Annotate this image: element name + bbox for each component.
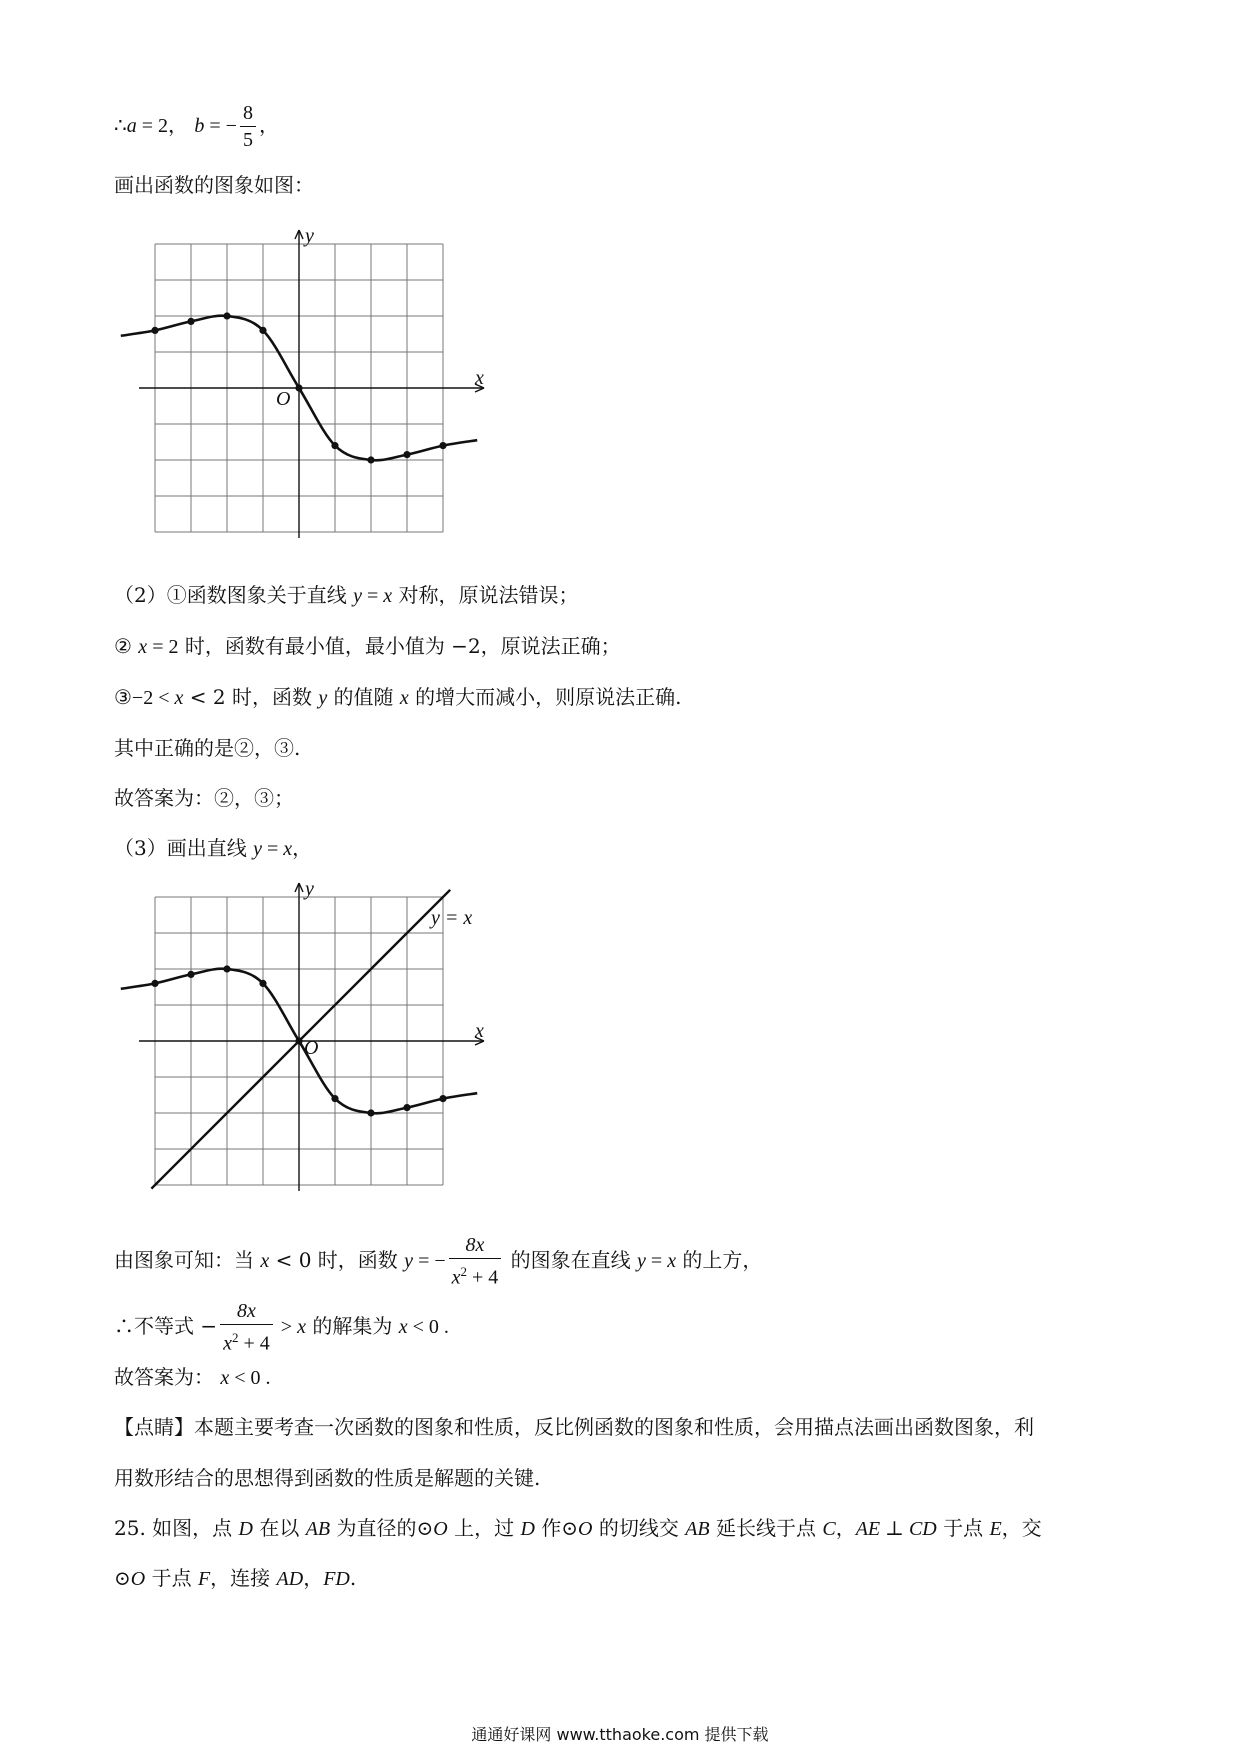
data-point: [151, 980, 158, 987]
var-x: x: [383, 585, 393, 607]
line-y-equals-x: [151, 890, 450, 1189]
var-x: x: [398, 1315, 408, 1338]
var-y: y: [404, 1249, 414, 1272]
fraction-numerator: 8: [240, 100, 256, 127]
segment-AB: AB: [685, 1518, 710, 1540]
a-value: = 2，: [136, 115, 189, 137]
text: ，: [292, 836, 313, 860]
eq: =: [361, 585, 384, 607]
text: 的值随: [327, 685, 400, 709]
data-point: [331, 1095, 338, 1102]
text: 延长线于点: [709, 1516, 823, 1540]
text: 上，过: [447, 1516, 521, 1540]
segment-CD: CD: [908, 1518, 937, 1540]
b-eq: = −: [204, 115, 237, 137]
data-point: [223, 312, 230, 319]
point-O: O: [433, 1518, 448, 1540]
text: < 2 时，函数: [183, 685, 319, 709]
var-y: y: [318, 687, 328, 709]
point-D: D: [238, 1518, 253, 1540]
fraction-denominator: [449, 1259, 502, 1291]
comment-line-2: 用数形结合的思想得到函数的性质是解题的关键.: [114, 1466, 541, 1490]
text: （3）画出直线: [114, 836, 254, 860]
text: 的增大而减小，则原说法正确.: [408, 685, 682, 709]
problem-25-line-2: [114, 1563, 356, 1594]
text: （2）①函数图象关于直线: [114, 583, 354, 607]
text: ，连接: [210, 1566, 277, 1590]
exponent: 2: [232, 1330, 239, 1345]
text: 由图象可知：当: [114, 1247, 261, 1272]
text: >: [275, 1315, 298, 1338]
text: 故答案为：: [114, 1365, 221, 1389]
var-y: y: [353, 585, 362, 607]
var-b: b: [194, 115, 205, 137]
text: ，: [835, 1516, 856, 1540]
var-x: x: [220, 1367, 230, 1389]
point-E: E: [989, 1518, 1002, 1540]
fraction-denominator: [220, 1325, 273, 1357]
var-a: a: [126, 115, 137, 137]
text: 对称，原说法错误；: [392, 583, 579, 607]
point-O: O: [578, 1518, 593, 1540]
exponent: 2: [460, 1264, 468, 1279]
solution-line-5: [114, 682, 682, 713]
data-point: [403, 451, 410, 458]
data-point: [439, 442, 446, 449]
text: 的图象在直线: [504, 1247, 638, 1272]
text: 时，函数有最小值，最小值为 −2，原说法正确；: [178, 634, 621, 658]
solution-line-1: [114, 100, 279, 153]
data-point: [439, 1095, 446, 1102]
solution-line-7: 故答案为：②，③；: [114, 786, 294, 810]
therefore-symbol: ∴: [114, 113, 127, 137]
data-point: [295, 384, 302, 391]
var-x: x: [223, 1332, 233, 1355]
solution-line-11: [114, 1362, 271, 1393]
problem-25-line-1: [114, 1513, 1042, 1544]
segment-AD: AD: [276, 1568, 304, 1590]
data-point: [259, 327, 266, 334]
text: 为直径的⊙: [330, 1516, 434, 1540]
perp-symbol: ⊥: [880, 1518, 909, 1540]
function-graph-2: [110, 878, 490, 1200]
text: 的上方，: [676, 1247, 763, 1272]
solution-line-9: [114, 1232, 762, 1291]
fraction-8x: [449, 1232, 502, 1291]
text: 于点: [145, 1566, 198, 1590]
var-x: x: [451, 1266, 461, 1289]
solution-line-3: [114, 580, 579, 611]
text: ，交: [1001, 1516, 1042, 1540]
segment-AE: AE: [855, 1518, 881, 1540]
y-axis-label: y: [305, 878, 314, 900]
text: < 0 .: [229, 1367, 271, 1389]
data-point: [331, 442, 338, 449]
segment-FD: FD: [323, 1568, 350, 1590]
text: ∴不等式 −: [114, 1313, 218, 1338]
line-y-equals-x-label: y = x: [431, 907, 473, 929]
data-point: [367, 456, 374, 463]
origin-label: O: [304, 1037, 319, 1059]
text: 的切线交: [592, 1516, 686, 1540]
data-point: [367, 1109, 374, 1116]
var-x: x: [667, 1249, 677, 1272]
fraction-8x: [220, 1298, 273, 1357]
function-graph-1: [110, 222, 490, 542]
comment-line-1: 【点睛】本题主要考查一次函数的图象和性质，反比例函数的图象和性质，会用描点法画出函数图象，利: [114, 1415, 1034, 1439]
var-x: x: [297, 1315, 306, 1338]
text: ，: [303, 1566, 324, 1590]
fraction-denominator: 5: [242, 129, 253, 151]
y-axis-label: y: [305, 225, 314, 247]
data-point: [187, 971, 194, 978]
text: 在以: [252, 1516, 306, 1540]
origin-label: O: [276, 388, 291, 410]
text: < 0 .: [407, 1315, 449, 1338]
var-x: x: [399, 687, 409, 709]
data-point: [223, 965, 230, 972]
text: ⊙: [114, 1566, 131, 1590]
punct: ，: [258, 113, 279, 137]
text: 于点: [936, 1516, 990, 1540]
solution-line-8: [114, 833, 312, 864]
var-y: y: [637, 1249, 646, 1272]
point-C: C: [822, 1518, 836, 1540]
text: 作⊙: [534, 1516, 579, 1540]
var-x: x: [283, 838, 293, 860]
text: < 0 时，函数: [269, 1247, 405, 1272]
var-x: x: [260, 1249, 270, 1272]
x-axis-label: x: [475, 367, 484, 389]
var-y: y: [253, 838, 262, 860]
point-O: O: [130, 1568, 146, 1590]
eq: = 2: [147, 636, 179, 658]
eq: = −: [413, 1249, 446, 1272]
x-axis-label: x: [475, 1020, 484, 1042]
var-x: x: [174, 687, 184, 709]
eq: =: [261, 838, 284, 860]
fraction-numerator: 8x: [220, 1298, 273, 1325]
solution-line-10: [114, 1298, 449, 1357]
text: 的解集为: [305, 1313, 399, 1338]
point-F: F: [197, 1568, 211, 1590]
text: .: [349, 1566, 357, 1590]
fraction-b: [240, 100, 256, 153]
data-point: [403, 1104, 410, 1111]
data-point: [151, 327, 158, 334]
text: 25. 如图，点: [114, 1516, 239, 1540]
solution-line-6: 其中正确的是②，③.: [114, 736, 301, 760]
segment-AB: AB: [305, 1518, 331, 1540]
point-D: D: [520, 1518, 535, 1540]
solution-line-4: [114, 631, 621, 662]
solution-line-2: 画出函数的图象如图：: [114, 173, 314, 197]
eq: =: [645, 1249, 668, 1272]
fraction-numerator: 8x: [449, 1232, 502, 1259]
text: + 4: [238, 1332, 270, 1355]
text: ③−2 <: [114, 687, 175, 709]
text: + 4: [467, 1266, 499, 1289]
data-point: [259, 980, 266, 987]
text: ②: [114, 634, 139, 658]
data-point: [187, 318, 194, 325]
page-footer: 通通好课网 www.tthaoke.com 提供下载: [471, 1725, 769, 1744]
var-x: x: [138, 636, 148, 658]
